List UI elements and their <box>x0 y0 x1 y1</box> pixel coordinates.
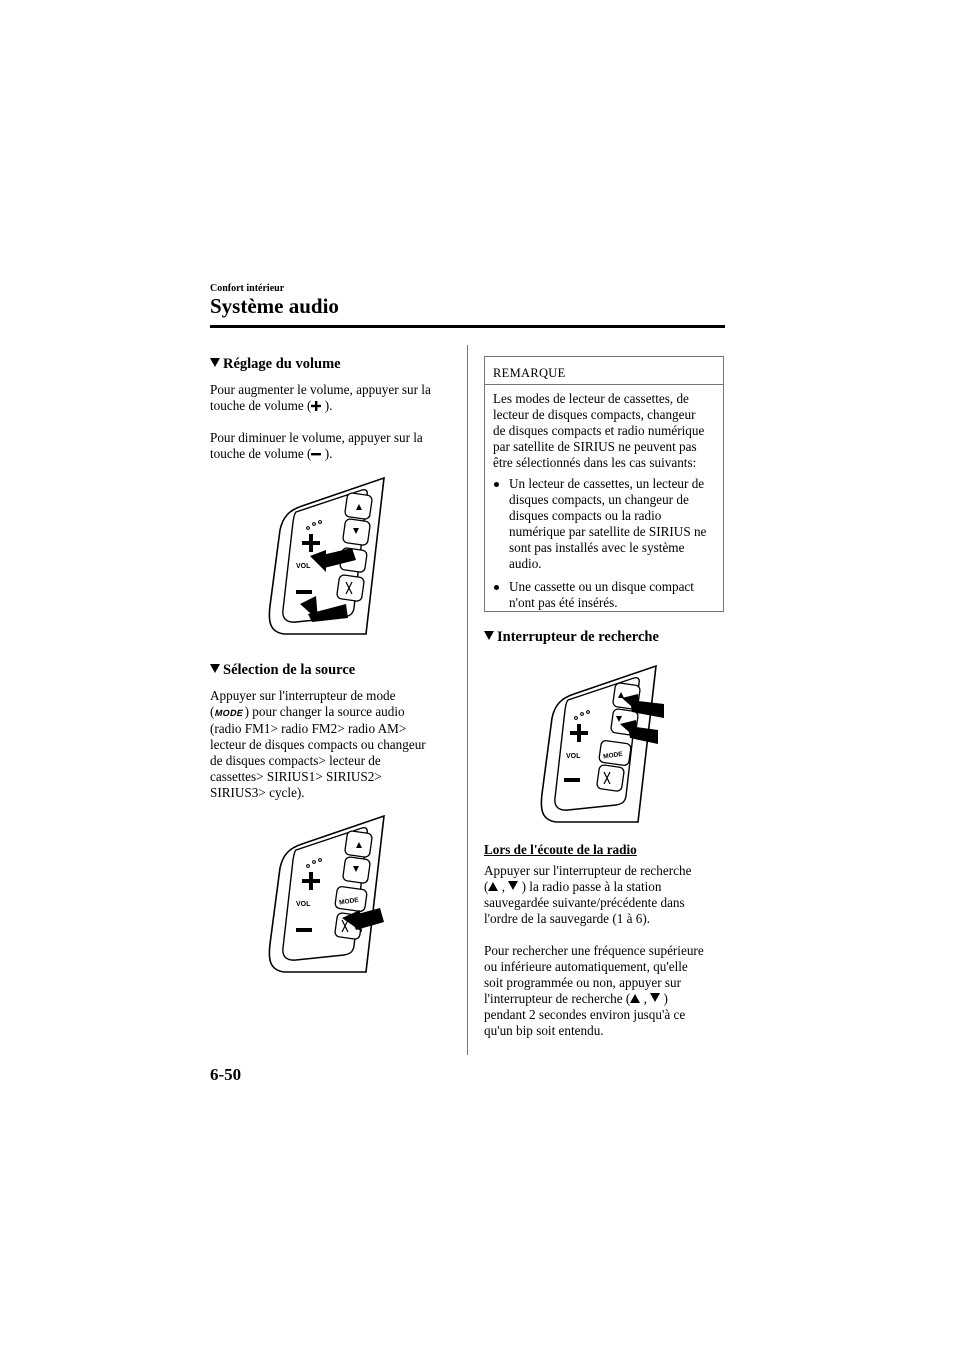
seek-down-icon <box>508 881 518 890</box>
source-heading: Sélection de la source <box>210 662 355 679</box>
seek-line: Appuyer sur l'interrupteur de recherche <box>484 863 692 878</box>
section-triangle-icon <box>210 358 220 367</box>
source-line3: (radio FM1> radio FM2> radio AM> <box>210 721 407 736</box>
note-list-item <box>493 476 717 572</box>
note-body <box>485 385 723 611</box>
seek-line: soit programmée ou non, appuyer sur <box>484 975 682 990</box>
mode-label: MODE <box>602 750 624 761</box>
source-line5: de disques compacts> lecteur de <box>210 753 381 768</box>
vol-label: VOL <box>296 901 311 908</box>
steering-switch-volume-illustration <box>266 472 396 642</box>
section-triangle-icon <box>484 631 494 640</box>
volume-increase-line2: touche de volume ( ). <box>210 398 333 413</box>
seek-up-icon <box>488 882 498 891</box>
bullet-icon <box>494 482 499 487</box>
note-intro-line: être sélectionnés dans les cas suivants: <box>493 455 697 470</box>
seek-line: sauvegardée suivante/précédente dans <box>484 895 685 910</box>
title-rule <box>210 325 725 328</box>
note-bullet-line: sont pas installés avec le système <box>509 540 685 555</box>
plus-icon <box>311 401 321 411</box>
seek-line: l'interrupteur de recherche ( , ) <box>484 991 668 1006</box>
note-intro-line: de disques compacts et radio numérique <box>493 423 705 438</box>
volume-increase-line1: Pour augmenter le volume, appuyer sur la <box>210 382 431 397</box>
note-intro-line: lecteur de disques compacts, changeur <box>493 407 696 422</box>
source-text <box>210 688 460 801</box>
column-divider <box>467 345 468 1055</box>
note-bullet-line: Une cassette ou un disque compact <box>509 579 694 594</box>
seek-line: ( , ) la radio passe à la station <box>484 879 662 894</box>
section-label: Confort intérieur <box>210 283 285 294</box>
volume-text <box>210 382 460 462</box>
section-triangle-icon <box>210 664 220 673</box>
bullet-icon <box>494 585 499 590</box>
note-bullet-line: disques compacts ou la radio <box>509 508 662 523</box>
minus-icon <box>311 449 321 459</box>
source-line4: lecteur de disques compacts ou changeur <box>210 737 426 752</box>
chapter-title: Système audio <box>210 294 339 318</box>
seek-line: Pour rechercher une fréquence supérieure <box>484 943 704 958</box>
page-number: 6-50 <box>210 1065 242 1084</box>
note-title: REMARQUE <box>485 357 723 385</box>
volume-decrease-line1: Pour diminuer le volume, appuyer sur la <box>210 430 423 445</box>
source-line2: (MODE) pour changer la source audio <box>210 704 405 719</box>
seek-down-icon <box>650 993 660 1002</box>
note-bullet-line: n'ont pas été insérés. <box>509 595 618 610</box>
volume-heading: Réglage du volume <box>210 356 341 373</box>
vol-label: VOL <box>566 753 581 760</box>
seek-line: qu'un bip soit entendu. <box>484 1023 604 1038</box>
seek-up-icon <box>630 994 640 1003</box>
note-bullet-line: disques compacts, un changeur de <box>509 492 689 507</box>
note-box <box>484 356 724 612</box>
vol-label: VOL <box>296 563 311 570</box>
mode-label: MODE <box>338 896 360 907</box>
seek-text <box>484 842 729 1039</box>
note-list-item <box>493 579 717 611</box>
note-bullet-line: numérique par satellite de SIRIUS ne <box>509 524 707 539</box>
seek-line: ou inférieure automatiquement, qu'elle <box>484 959 688 974</box>
source-line1: Appuyer sur l'interrupteur de mode <box>210 688 396 703</box>
radio-subheading: Lors de l'écoute de la radio <box>484 842 637 857</box>
mode-button-icon: MODE <box>214 708 245 718</box>
source-line7: SIRIUS3> cycle). <box>210 785 305 800</box>
seek-line: l'ordre de la sauvegarde (1 à 6). <box>484 911 651 926</box>
source-line6: cassettes> SIRIUS1> SIRIUS2> <box>210 769 382 784</box>
note-list <box>493 476 717 611</box>
volume-decrease-line2: touche de volume ( ). <box>210 446 333 461</box>
note-intro-line: par satellite de SIRIUS ne peuvent pas <box>493 439 697 454</box>
note-bullet-line: audio. <box>509 556 542 571</box>
seek-heading: Interrupteur de recherche <box>484 629 659 646</box>
seek-line: pendant 2 secondes environ jusqu'à ce <box>484 1007 686 1022</box>
note-bullet-line: Un lecteur de cassettes, un lecteur de <box>509 476 705 491</box>
note-intro-line: Les modes de lecteur de cassettes, de <box>493 391 689 406</box>
steering-switch-seek-illustration <box>538 660 673 830</box>
steering-switch-mode-illustration <box>266 810 396 980</box>
